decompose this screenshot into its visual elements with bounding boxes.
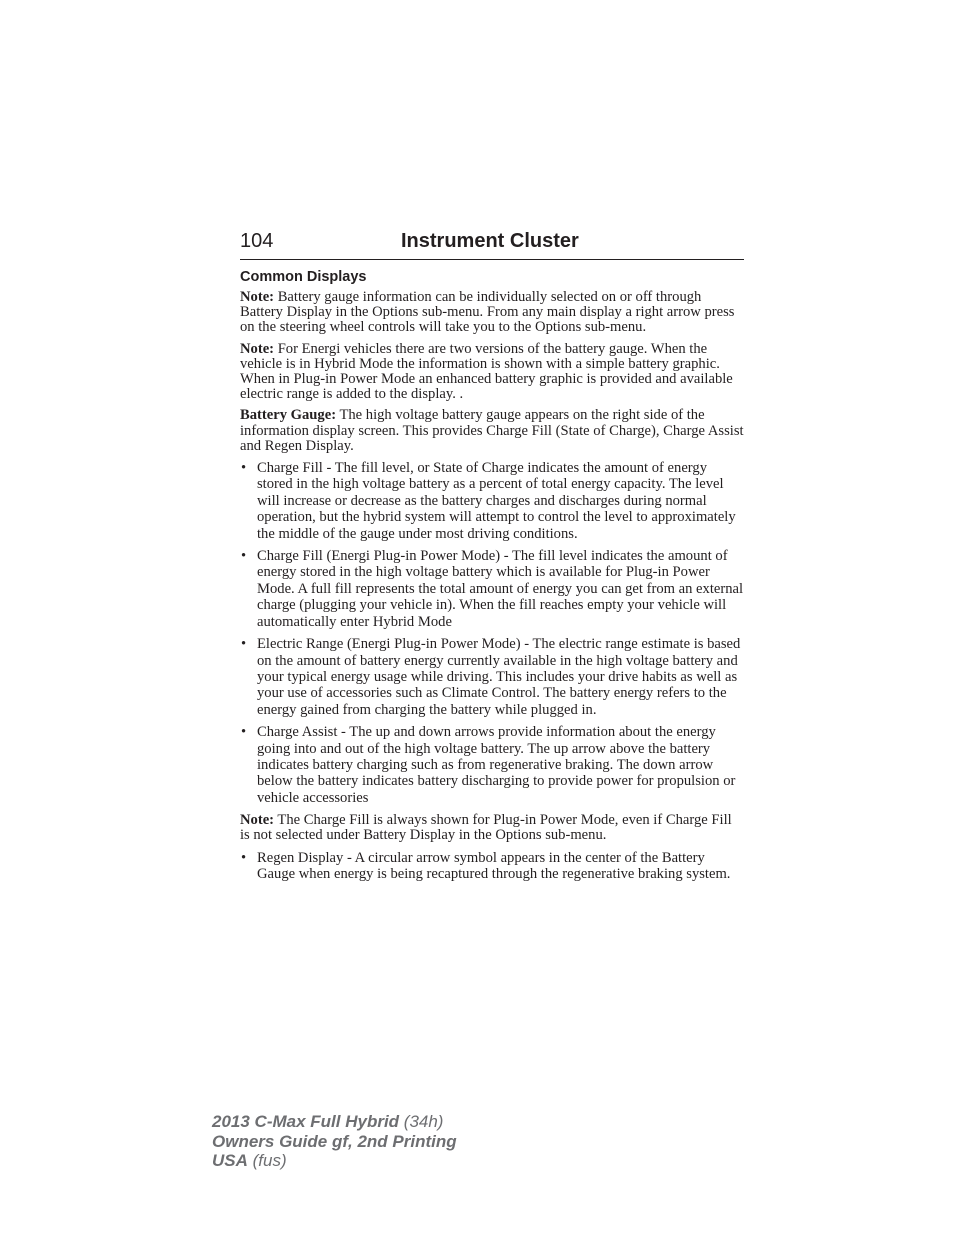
bullet-icon: • xyxy=(241,724,247,741)
battery-gauge-label: Battery Gauge: xyxy=(240,407,337,424)
bullet-item-regen-display xyxy=(240,850,744,883)
note-text: The Charge Fill is always shown for Plug-in Power Mode, even if Charge Fill is not selected under Battery Display in the Options sub-menu. xyxy=(240,812,732,844)
bullet-icon: • xyxy=(241,460,247,477)
bullet-icon: • xyxy=(241,548,247,565)
note-label: Note: xyxy=(240,340,275,357)
note-label: Note: xyxy=(240,812,275,829)
note-label: Note: xyxy=(240,289,275,305)
chapter-title: Instrument Cluster xyxy=(401,230,579,252)
footer-line-model xyxy=(212,1112,457,1132)
bullet-text: Electric Range (Energi Plug-in Power Mode) - The electric range estimate is based on the amount of battery energy currently available in the high voltage battery and your typical energy usage while driving. This includes your drive habits as well as your use of accessories such as Climate Control. The battery energy refers to the energy gained from charging the battery while plugged in. xyxy=(257,636,741,718)
bullet-text: Regen Display - A circular arrow symbol appears in the center of the Battery Gauge when energy is being recaptured through the regenerative braking system. xyxy=(257,849,731,882)
footer-region-code: (fus) xyxy=(247,1151,287,1170)
note-text: Battery gauge information can be individually selected on or off through Battery Display in the Options sub-menu. From any main display a right arrow press on the steering wheel controls will take you to the Options sub-menu. xyxy=(240,289,735,336)
bullet-item-charge-fill xyxy=(240,460,744,542)
bullet-item-electric-range xyxy=(240,636,744,718)
bullet-icon: • xyxy=(241,636,247,653)
bullet-item-charge-fill-energi xyxy=(240,548,744,630)
note-charge-fill xyxy=(240,813,744,843)
bullet-text: Charge Fill - The fill level, or State of Charge indicates the amount of energy stored in the high voltage battery as a percent of total energy capacity. The level will increase or decrease as the battery charges and discharges during normal operation, but the hybrid system will attempt to control the level to approximately the middle of the gauge under most driving conditions. xyxy=(257,460,736,542)
footer-model-code: (34h) xyxy=(399,1112,444,1131)
bullet-icon: • xyxy=(241,849,247,866)
note-energi-versions xyxy=(240,342,744,403)
footer-model: 2013 C-Max Full Hybrid xyxy=(212,1112,400,1131)
battery-gauge-paragraph xyxy=(240,408,744,454)
page-header xyxy=(240,226,744,260)
page-number: 104 xyxy=(240,230,274,252)
footer-line-guide xyxy=(212,1132,457,1152)
page-footer xyxy=(212,1112,457,1171)
battery-gauge-text: The high voltage battery gauge appears on the right side of the information display screen. This provides Charge Fill (State of Charge), Charge Assist and Regen Display. xyxy=(240,407,744,454)
bullet-text: Charge Fill (Energi Plug-in Power Mode) - The fill level indicates the amount of energy stored in the high voltage battery which is available for Plug-in Power Mode. A full fill represents the total amount of energy you can get from an external charge (plugging your vehicle in). When the fill reaches empty your vehicle will automatically enter Hybrid Mode xyxy=(257,548,744,630)
page-content xyxy=(240,268,744,889)
note-battery-display xyxy=(240,290,744,336)
footer-guide: Owners Guide gf, 2nd Printing xyxy=(212,1131,457,1151)
bullet-text: Charge Assist - The up and down arrows provide information about the energy going into and out of the high voltage battery. The up arrow above the battery indicates battery charging such as from regenerative braking. The down arrow below the battery indicates battery discharging to provide power for propulsion or vehicle accessories xyxy=(257,724,736,806)
bullet-item-charge-assist xyxy=(240,724,744,806)
bullet-list-2 xyxy=(240,850,744,883)
note-text: For Energi vehicles there are two versions of the battery gauge. When the vehicle is in Hybrid Mode the information is shown with a simple battery graphic. When in Plug-in Power Mode an enhanced battery graphic is provided and available electric range is added to the display. . xyxy=(240,340,733,403)
bullet-list-1 xyxy=(240,460,744,806)
section-heading: Common Displays xyxy=(240,269,367,285)
footer-region: USA xyxy=(212,1151,248,1170)
footer-line-region xyxy=(212,1151,457,1171)
